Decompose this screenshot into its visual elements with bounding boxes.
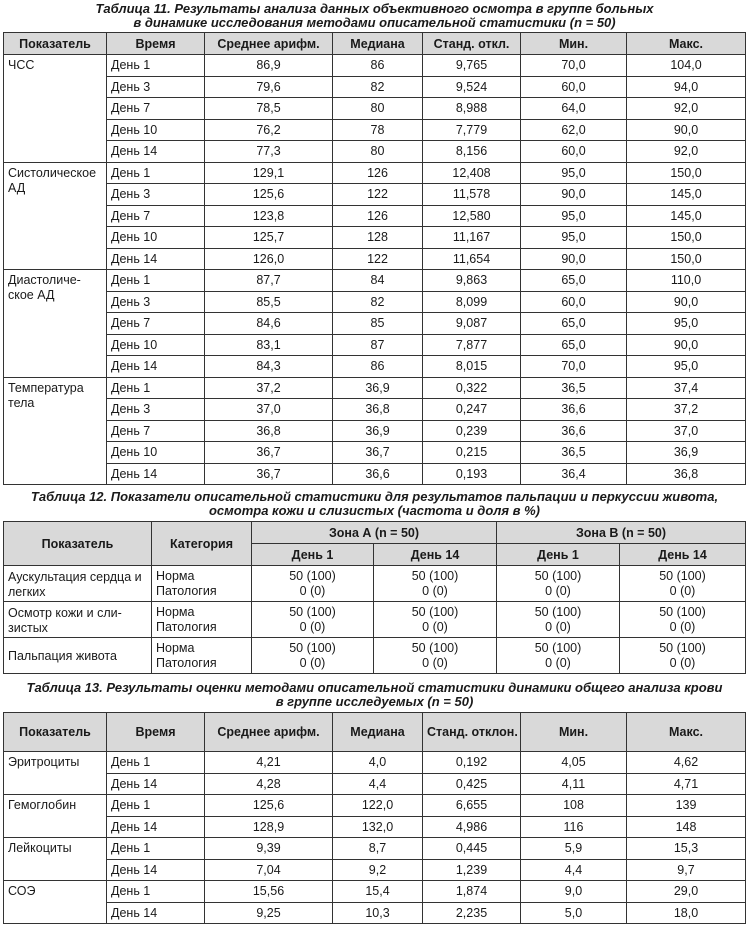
table-13 bbox=[3, 712, 746, 924]
value-cell: 95,0 bbox=[521, 162, 627, 184]
value-cell bbox=[620, 638, 746, 674]
parameter-cell: Диастоличе-ское АД bbox=[4, 270, 107, 378]
value-cell: 145,0 bbox=[627, 184, 746, 206]
value-cell: 126,0 bbox=[205, 248, 333, 270]
value-cell: 4,05 bbox=[521, 752, 627, 774]
value-cell: 104,0 bbox=[627, 55, 746, 77]
value-cell: 90,0 bbox=[521, 248, 627, 270]
time-cell: День 3 bbox=[107, 399, 205, 421]
table-row bbox=[4, 270, 746, 292]
column-header: Среднее арифм. bbox=[205, 33, 333, 55]
value-cell: 4,11 bbox=[521, 773, 627, 795]
time-cell: День 3 bbox=[107, 291, 205, 313]
value-line: 50 (100) bbox=[659, 568, 706, 583]
value-cell: 86,9 bbox=[205, 55, 333, 77]
value-cell: 80 bbox=[333, 141, 423, 163]
value-cell: 9,524 bbox=[423, 76, 521, 98]
table-row bbox=[4, 76, 746, 98]
value-cell: 11,654 bbox=[423, 248, 521, 270]
value-cell: 4,4 bbox=[521, 859, 627, 881]
value-line: 0 (0) bbox=[299, 583, 326, 598]
column-header: Мин. bbox=[521, 713, 627, 752]
value-line: 0 (0) bbox=[669, 583, 696, 598]
category-label: Патология bbox=[156, 583, 217, 598]
value-line: 0 (0) bbox=[545, 583, 571, 598]
value-cell: 37,2 bbox=[627, 399, 746, 421]
value-cell: 8,7 bbox=[333, 838, 423, 860]
value-cell: 4,0 bbox=[333, 752, 423, 774]
table-row bbox=[4, 205, 746, 227]
value-cell: 139 bbox=[627, 795, 746, 817]
value-cell: 9,0 bbox=[521, 881, 627, 903]
category-label: Патология bbox=[156, 619, 217, 634]
value-line: 0 (0) bbox=[669, 619, 696, 634]
value-line: 50 (100) bbox=[659, 604, 706, 619]
value-cell: 9,087 bbox=[423, 313, 521, 335]
value-cell: 65,0 bbox=[521, 270, 627, 292]
column-header: Медиана bbox=[333, 713, 423, 752]
value-cell: 9,863 bbox=[423, 270, 521, 292]
time-cell: День 14 bbox=[107, 816, 205, 838]
value-line: 50 (100) bbox=[411, 604, 459, 619]
time-cell: День 3 bbox=[107, 76, 205, 98]
value-cell: 8,015 bbox=[423, 356, 521, 378]
category-label: Норма bbox=[156, 568, 195, 583]
value-line: 50 (100) bbox=[534, 604, 582, 619]
value-cell: 0,239 bbox=[423, 420, 521, 442]
value-cell bbox=[374, 602, 497, 638]
value-cell: 126 bbox=[333, 205, 423, 227]
value-cell: 78 bbox=[333, 119, 423, 141]
value-cell: 92,0 bbox=[627, 141, 746, 163]
time-cell: День 1 bbox=[107, 162, 205, 184]
time-cell: День 14 bbox=[107, 356, 205, 378]
value-cell: 150,0 bbox=[627, 162, 746, 184]
parameter-cell: Лейкоциты bbox=[4, 838, 107, 881]
value-cell: 77,3 bbox=[205, 141, 333, 163]
value-cell: 148 bbox=[627, 816, 746, 838]
time-cell: День 1 bbox=[107, 752, 205, 774]
table-row bbox=[4, 184, 746, 206]
value-cell: 0,215 bbox=[423, 442, 521, 464]
category-label: Норма bbox=[156, 640, 195, 655]
value-cell: 9,25 bbox=[205, 902, 333, 924]
value-cell: 0,193 bbox=[423, 463, 521, 485]
value-cell: 80 bbox=[333, 98, 423, 120]
value-cell: 4,986 bbox=[423, 816, 521, 838]
value-cell: 36,6 bbox=[521, 420, 627, 442]
value-cell: 94,0 bbox=[627, 76, 746, 98]
table-row bbox=[4, 442, 746, 464]
value-cell: 37,0 bbox=[205, 399, 333, 421]
value-cell: 90,0 bbox=[627, 334, 746, 356]
value-cell: 0,425 bbox=[423, 773, 521, 795]
parameter-cell: Пальпация живота bbox=[4, 638, 152, 674]
value-line: 50 (100) bbox=[289, 640, 336, 655]
value-cell: 11,167 bbox=[423, 227, 521, 249]
value-line: 50 (100) bbox=[289, 604, 336, 619]
value-cell bbox=[374, 638, 497, 674]
value-cell: 70,0 bbox=[521, 356, 627, 378]
value-cell: 9,2 bbox=[333, 859, 423, 881]
column-header: Макс. bbox=[627, 33, 746, 55]
value-cell: 4,62 bbox=[627, 752, 746, 774]
value-cell: 86 bbox=[333, 55, 423, 77]
value-cell: 92,0 bbox=[627, 98, 746, 120]
value-cell: 36,6 bbox=[521, 399, 627, 421]
table-row bbox=[4, 566, 746, 602]
time-cell: День 14 bbox=[107, 859, 205, 881]
table-row bbox=[4, 902, 746, 924]
table-row bbox=[4, 334, 746, 356]
value-cell: 90,0 bbox=[627, 291, 746, 313]
value-cell: 129,1 bbox=[205, 162, 333, 184]
table-row bbox=[4, 227, 746, 249]
value-cell: 6,655 bbox=[423, 795, 521, 817]
table-row bbox=[4, 859, 746, 881]
header-zone-b: Зона В (n = 50) bbox=[497, 522, 746, 544]
value-cell: 87 bbox=[333, 334, 423, 356]
header-day: День 1 bbox=[252, 544, 374, 566]
caption-line: Таблица 11. Результаты анализа данных объективного осмотра в группе больных bbox=[95, 1, 654, 16]
value-cell: 36,5 bbox=[521, 377, 627, 399]
value-cell: 108 bbox=[521, 795, 627, 817]
value-cell: 15,56 bbox=[205, 881, 333, 903]
value-line: 0 (0) bbox=[545, 655, 571, 670]
time-cell: День 10 bbox=[107, 227, 205, 249]
parameter-cell: Аускультация сердца и легких bbox=[4, 566, 152, 602]
value-cell: 0,322 bbox=[423, 377, 521, 399]
value-cell: 2,235 bbox=[423, 902, 521, 924]
category-cell bbox=[152, 602, 252, 638]
caption-line: в динамике исследования методами описательной статистики (n = 50) bbox=[133, 15, 616, 30]
table-row bbox=[4, 420, 746, 442]
column-header: Время bbox=[107, 713, 205, 752]
value-line: 0 (0) bbox=[299, 619, 326, 634]
parameter-cell: Температура тела bbox=[4, 377, 107, 485]
time-cell: День 10 bbox=[107, 334, 205, 356]
caption-line: в группе исследуемых (n = 50) bbox=[275, 694, 474, 709]
value-cell: 60,0 bbox=[521, 291, 627, 313]
header-day: День 14 bbox=[620, 544, 746, 566]
table-row bbox=[4, 98, 746, 120]
value-cell: 95,0 bbox=[521, 205, 627, 227]
table-row bbox=[4, 248, 746, 270]
time-cell: День 3 bbox=[107, 184, 205, 206]
value-cell: 150,0 bbox=[627, 227, 746, 249]
value-cell: 122,0 bbox=[333, 795, 423, 817]
category-label: Патология bbox=[156, 655, 217, 670]
value-cell: 82 bbox=[333, 291, 423, 313]
value-cell: 10,3 bbox=[333, 902, 423, 924]
value-line: 50 (100) bbox=[289, 568, 336, 583]
column-header: Станд. откл. bbox=[423, 33, 521, 55]
table-row bbox=[4, 752, 746, 774]
value-cell: 11,578 bbox=[423, 184, 521, 206]
value-cell bbox=[252, 566, 374, 602]
value-line: 0 (0) bbox=[422, 655, 448, 670]
value-cell: 8,099 bbox=[423, 291, 521, 313]
value-line: 0 (0) bbox=[299, 655, 326, 670]
value-cell: 37,4 bbox=[627, 377, 746, 399]
value-cell: 128 bbox=[333, 227, 423, 249]
column-header: Среднее арифм. bbox=[205, 713, 333, 752]
value-cell: 95,0 bbox=[627, 313, 746, 335]
value-cell bbox=[374, 566, 497, 602]
value-cell: 4,71 bbox=[627, 773, 746, 795]
value-cell: 110,0 bbox=[627, 270, 746, 292]
value-cell bbox=[497, 602, 620, 638]
value-line: 0 (0) bbox=[422, 583, 448, 598]
value-cell: 1,239 bbox=[423, 859, 521, 881]
value-line: 0 (0) bbox=[669, 655, 696, 670]
value-line: 50 (100) bbox=[411, 568, 459, 583]
value-cell: 9,39 bbox=[205, 838, 333, 860]
value-cell: 85,5 bbox=[205, 291, 333, 313]
parameter-cell: Осмотр кожи и сли-зистых bbox=[4, 602, 152, 638]
value-cell: 65,0 bbox=[521, 313, 627, 335]
value-line: 0 (0) bbox=[422, 619, 448, 634]
value-cell: 12,408 bbox=[423, 162, 521, 184]
table-row bbox=[4, 602, 746, 638]
header-day: День 1 bbox=[497, 544, 620, 566]
table-13-caption bbox=[3, 681, 746, 709]
value-cell: 15,3 bbox=[627, 838, 746, 860]
table-12 bbox=[3, 521, 746, 674]
value-cell: 36,9 bbox=[333, 420, 423, 442]
time-cell: День 7 bbox=[107, 420, 205, 442]
value-cell: 145,0 bbox=[627, 205, 746, 227]
value-line: 50 (100) bbox=[534, 640, 582, 655]
time-cell: День 7 bbox=[107, 313, 205, 335]
value-cell: 8,156 bbox=[423, 141, 521, 163]
column-header: Показатель bbox=[4, 713, 107, 752]
value-cell: 79,6 bbox=[205, 76, 333, 98]
value-cell: 7,877 bbox=[423, 334, 521, 356]
value-cell: 36,6 bbox=[333, 463, 423, 485]
table-row bbox=[4, 377, 746, 399]
value-cell: 4,21 bbox=[205, 752, 333, 774]
value-cell bbox=[620, 602, 746, 638]
table-row bbox=[4, 773, 746, 795]
value-cell: 60,0 bbox=[521, 76, 627, 98]
table-row bbox=[4, 356, 746, 378]
value-cell: 9,765 bbox=[423, 55, 521, 77]
table-11-caption bbox=[3, 2, 746, 30]
value-cell: 125,6 bbox=[205, 795, 333, 817]
time-cell: День 1 bbox=[107, 881, 205, 903]
time-cell: День 7 bbox=[107, 98, 205, 120]
value-cell: 8,988 bbox=[423, 98, 521, 120]
value-cell: 65,0 bbox=[521, 334, 627, 356]
value-cell: 122 bbox=[333, 248, 423, 270]
time-cell: День 10 bbox=[107, 442, 205, 464]
value-cell: 85 bbox=[333, 313, 423, 335]
table-row bbox=[4, 838, 746, 860]
value-cell: 7,04 bbox=[205, 859, 333, 881]
category-cell bbox=[152, 638, 252, 674]
table-header-row bbox=[4, 522, 746, 544]
parameter-cell: Эритроциты bbox=[4, 752, 107, 795]
value-cell: 37,0 bbox=[627, 420, 746, 442]
value-cell: 83,1 bbox=[205, 334, 333, 356]
column-header: Мин. bbox=[521, 33, 627, 55]
value-cell: 76,2 bbox=[205, 119, 333, 141]
column-header: Медиана bbox=[333, 33, 423, 55]
value-cell: 95,0 bbox=[521, 227, 627, 249]
time-cell: День 14 bbox=[107, 248, 205, 270]
time-cell: День 1 bbox=[107, 270, 205, 292]
value-cell: 7,779 bbox=[423, 119, 521, 141]
value-cell: 95,0 bbox=[627, 356, 746, 378]
time-cell: День 14 bbox=[107, 463, 205, 485]
value-cell: 126 bbox=[333, 162, 423, 184]
table-row bbox=[4, 881, 746, 903]
caption-line: Таблица 13. Результаты оценки методами описательной статистики динамики общего анализа крови bbox=[26, 680, 723, 695]
value-cell: 15,4 bbox=[333, 881, 423, 903]
table-12-caption bbox=[3, 490, 746, 518]
value-cell: 87,7 bbox=[205, 270, 333, 292]
table-row bbox=[4, 313, 746, 335]
parameter-cell: Систолическое АД bbox=[4, 162, 107, 270]
parameter-cell: СОЭ bbox=[4, 881, 107, 924]
value-cell: 84 bbox=[333, 270, 423, 292]
value-cell: 70,0 bbox=[521, 55, 627, 77]
value-cell: 0,445 bbox=[423, 838, 521, 860]
value-cell: 36,8 bbox=[333, 399, 423, 421]
value-line: 50 (100) bbox=[659, 640, 706, 655]
value-cell: 0,247 bbox=[423, 399, 521, 421]
value-cell bbox=[252, 602, 374, 638]
table-row bbox=[4, 141, 746, 163]
value-cell: 116 bbox=[521, 816, 627, 838]
table-row bbox=[4, 463, 746, 485]
time-cell: День 7 bbox=[107, 205, 205, 227]
table-row bbox=[4, 55, 746, 77]
header-param: Показатель bbox=[4, 522, 152, 566]
value-cell: 9,7 bbox=[627, 859, 746, 881]
time-cell: День 10 bbox=[107, 119, 205, 141]
value-cell: 36,8 bbox=[627, 463, 746, 485]
table-row bbox=[4, 795, 746, 817]
value-cell: 36,7 bbox=[205, 463, 333, 485]
value-cell: 84,3 bbox=[205, 356, 333, 378]
value-cell: 90,0 bbox=[627, 119, 746, 141]
value-cell: 125,6 bbox=[205, 184, 333, 206]
column-header: Станд. отклон. bbox=[423, 713, 521, 752]
value-cell: 5,9 bbox=[521, 838, 627, 860]
time-cell: День 14 bbox=[107, 773, 205, 795]
time-cell: День 1 bbox=[107, 795, 205, 817]
time-cell: День 14 bbox=[107, 902, 205, 924]
value-cell: 1,874 bbox=[423, 881, 521, 903]
caption-line: осмотра кожи и слизистых (частота и доля в %) bbox=[208, 503, 540, 518]
value-cell: 125,7 bbox=[205, 227, 333, 249]
time-cell: День 1 bbox=[107, 838, 205, 860]
value-cell: 36,9 bbox=[333, 377, 423, 399]
table-row bbox=[4, 816, 746, 838]
value-cell: 86 bbox=[333, 356, 423, 378]
value-cell: 36,5 bbox=[521, 442, 627, 464]
value-cell: 36,4 bbox=[521, 463, 627, 485]
value-cell: 18,0 bbox=[627, 902, 746, 924]
header-zone-a: Зона А (n = 50) bbox=[252, 522, 497, 544]
value-cell bbox=[620, 566, 746, 602]
table-row bbox=[4, 119, 746, 141]
value-cell: 78,5 bbox=[205, 98, 333, 120]
value-cell bbox=[497, 638, 620, 674]
value-cell: 82 bbox=[333, 76, 423, 98]
value-cell: 132,0 bbox=[333, 816, 423, 838]
value-line: 50 (100) bbox=[411, 640, 459, 655]
parameter-cell: Гемоглобин bbox=[4, 795, 107, 838]
value-cell: 4,4 bbox=[333, 773, 423, 795]
value-cell: 5,0 bbox=[521, 902, 627, 924]
value-line: 50 (100) bbox=[534, 568, 582, 583]
value-cell: 29,0 bbox=[627, 881, 746, 903]
table-header-row bbox=[4, 33, 746, 55]
table-row bbox=[4, 162, 746, 184]
value-cell: 122 bbox=[333, 184, 423, 206]
value-cell: 64,0 bbox=[521, 98, 627, 120]
header-category: Категория bbox=[152, 522, 252, 566]
time-cell: День 14 bbox=[107, 141, 205, 163]
value-cell: 62,0 bbox=[521, 119, 627, 141]
value-cell: 84,6 bbox=[205, 313, 333, 335]
value-line: 0 (0) bbox=[545, 619, 571, 634]
header-day: День 14 bbox=[374, 544, 497, 566]
value-cell: 60,0 bbox=[521, 141, 627, 163]
value-cell: 36,8 bbox=[205, 420, 333, 442]
value-cell: 36,9 bbox=[627, 442, 746, 464]
table-row bbox=[4, 399, 746, 421]
table-row bbox=[4, 291, 746, 313]
category-cell bbox=[152, 566, 252, 602]
column-header: Время bbox=[107, 33, 205, 55]
value-cell: 4,28 bbox=[205, 773, 333, 795]
caption-line: Таблица 12. Показатели описательной статистики для результатов пальпации и перкуссии живота, bbox=[30, 489, 719, 504]
value-cell: 0,192 bbox=[423, 752, 521, 774]
time-cell: День 1 bbox=[107, 377, 205, 399]
value-cell: 12,580 bbox=[423, 205, 521, 227]
column-header: Показатель bbox=[4, 33, 107, 55]
value-cell: 150,0 bbox=[627, 248, 746, 270]
value-cell: 123,8 bbox=[205, 205, 333, 227]
table-row bbox=[4, 638, 746, 674]
table-header-row bbox=[4, 713, 746, 752]
time-cell: День 1 bbox=[107, 55, 205, 77]
column-header: Макс. bbox=[627, 713, 746, 752]
table-11 bbox=[3, 32, 746, 485]
value-cell bbox=[497, 566, 620, 602]
value-cell: 90,0 bbox=[521, 184, 627, 206]
value-cell: 36,7 bbox=[333, 442, 423, 464]
parameter-cell: ЧСС bbox=[4, 55, 107, 163]
category-label: Норма bbox=[156, 604, 195, 619]
value-cell: 36,7 bbox=[205, 442, 333, 464]
value-cell bbox=[252, 638, 374, 674]
value-cell: 37,2 bbox=[205, 377, 333, 399]
value-cell: 128,9 bbox=[205, 816, 333, 838]
